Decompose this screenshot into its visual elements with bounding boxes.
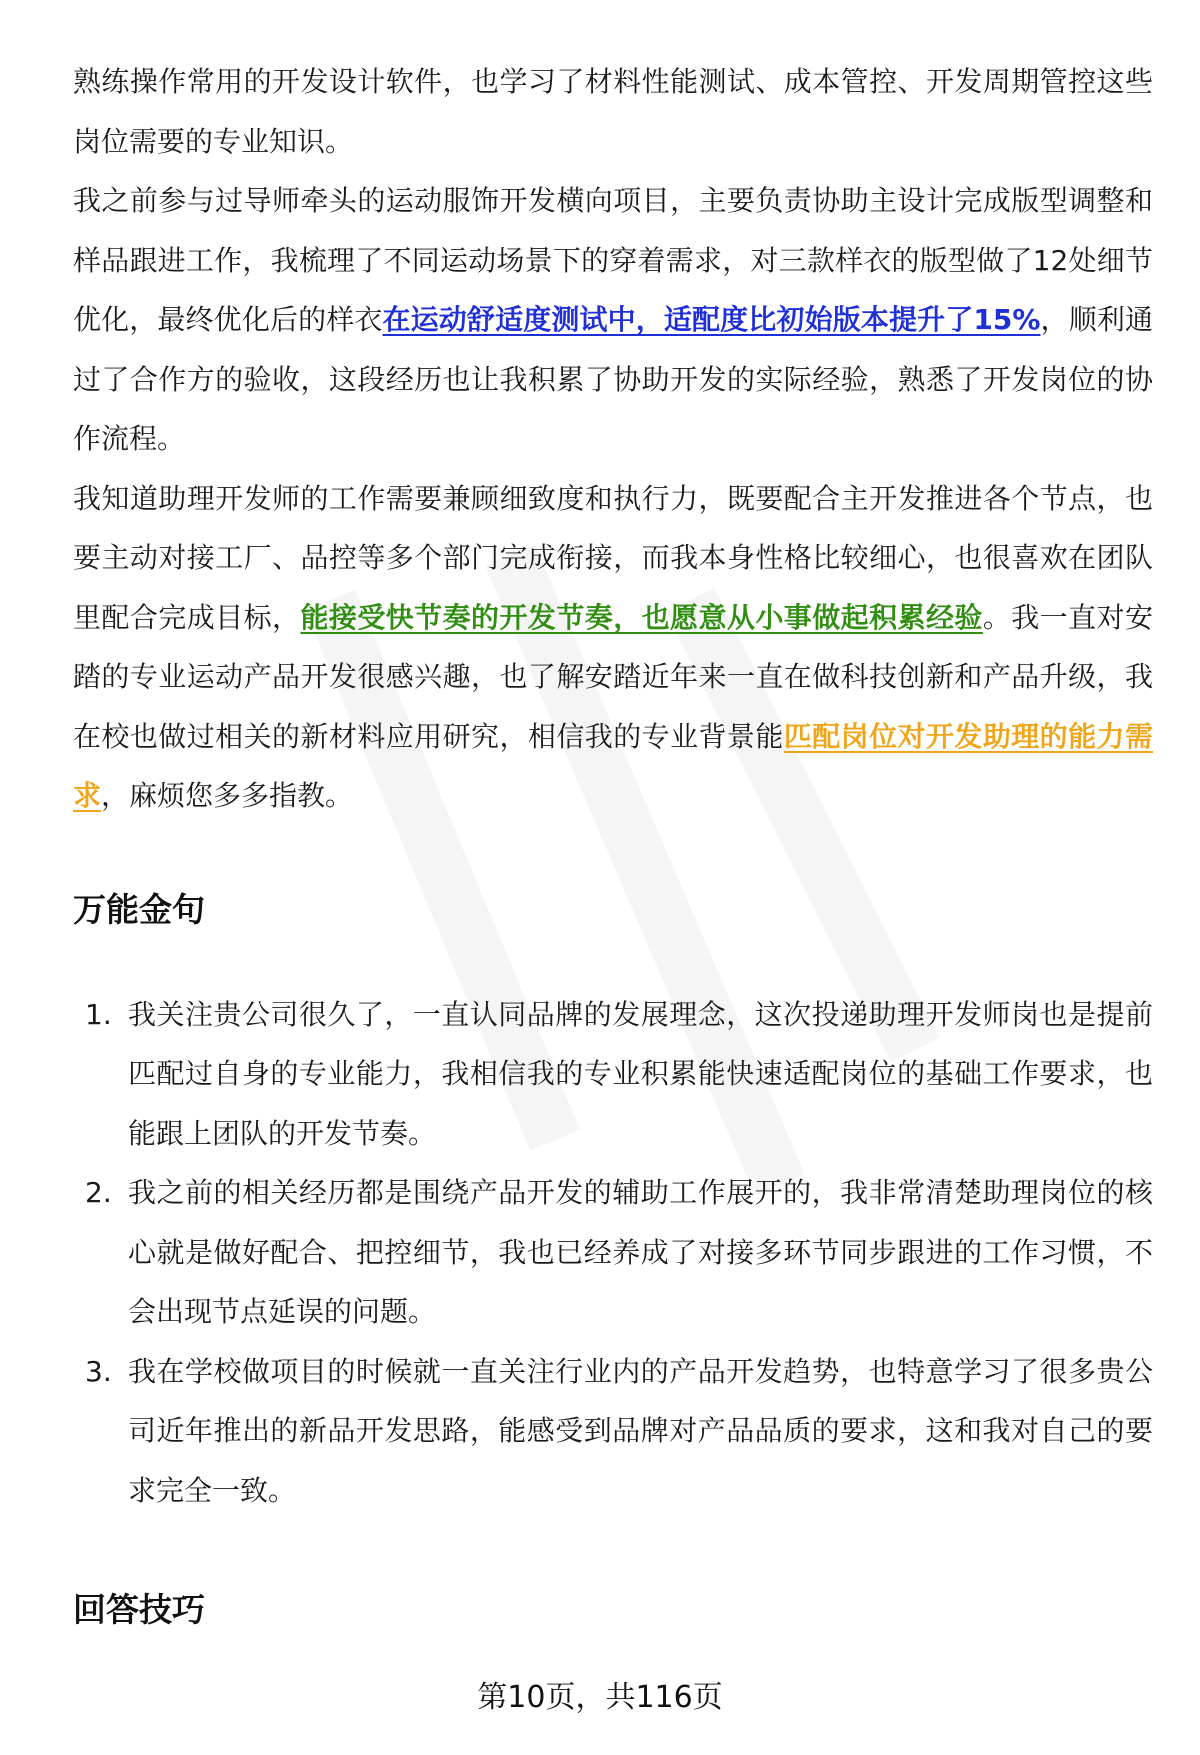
list-item-text: 我在学校做项目的时候就一直关注行业内的产品开发趋势，也特意学习了很多贵公司近年推出的新品开发思路，能感受到品牌对产品品质的要求，这和我对自己的要求完全一致。 xyxy=(128,1354,1153,1507)
list-item-number: 3. xyxy=(85,1354,112,1388)
golden-sentences-list xyxy=(73,985,1153,1521)
highlight-ability-match: 匹配岗位对开发助理的能力需求 xyxy=(73,719,1153,812)
section-title-golden-sentences: 万能金句 xyxy=(73,889,205,929)
list-item-number: 2. xyxy=(85,1176,112,1209)
paragraph-2-text-b: ，顺利通过了合作方的验收，这段经历也让我积累了协助开发的实际经验，熟悉了开发岗位的协作流程。 xyxy=(73,303,1153,455)
highlight-fast-pace: 能接受快节奏的开发节奏，也愿意从小事做起积累经验 xyxy=(300,600,983,634)
list-item xyxy=(73,1163,1153,1342)
paragraph-3 xyxy=(73,469,1153,826)
paragraph-3-text-b: 。我一直对安踏的专业运动产品开发很感兴趣，也了解安踏近年来一直在做科技创新和产品升级，我在校也做过相关的新材料应用研究，相信我的专业背景能 xyxy=(73,600,1153,753)
list-item xyxy=(73,985,1153,1164)
highlight-comfort-test: 在运动舒适度测试中，适配度比初始版本提升了15% xyxy=(382,303,1041,336)
paragraph-1-text: 熟练操作常用的开发设计软件，也学习了材料性能测试、成本管控、开发周期管控这些岗位需要的专业知识。 xyxy=(73,65,1153,158)
paragraph-2 xyxy=(73,171,1153,469)
section-title-answer-tips: 回答技巧 xyxy=(73,1590,205,1629)
list-item-text: 我之前的相关经历都是围绕产品开发的辅助工作展开的，我非常清楚助理岗位的核心就是做好配合、把控细节，我也已经养成了对接多环节同步跟进的工作习惯，不会出现节点延误的问题。 xyxy=(128,1176,1153,1328)
list-item-text: 我关注贵公司很久了，一直认同品牌的发展理念，这次投递助理开发师岗也是提前匹配过自身的专业能力，我相信我的专业积累能快速适配岗位的基础工作要求，也能跟上团队的开发节奏。 xyxy=(128,997,1153,1150)
paragraph-1 xyxy=(73,52,1153,171)
paragraph-3-text-c: ，麻烦您多多指教。 xyxy=(101,779,354,812)
list-item-number: 1. xyxy=(85,997,112,1031)
paragraph-2-text-a: 我之前参与过导师牵头的运动服饰开发横向项目，主要负责协助主设计完成版型调整和样品跟进工作，我梳理了不同运动场景下的穿着需求，对三款样衣的版型做了12处细节优化，最终优化后的样衣 xyxy=(73,184,1153,336)
page-number-footer: 第10页，共116页 xyxy=(477,1680,723,1715)
document-body xyxy=(73,52,1153,1630)
list-item xyxy=(73,1342,1153,1521)
paragraph-3-text-a: 我知道助理开发师的工作需要兼顾细致度和执行力，既要配合主开发推进各个节点，也要主动对接工厂、品控等多个部门完成衔接，而我本身性格比较细心，也很喜欢在团队里配合完成目标， xyxy=(73,481,1153,634)
